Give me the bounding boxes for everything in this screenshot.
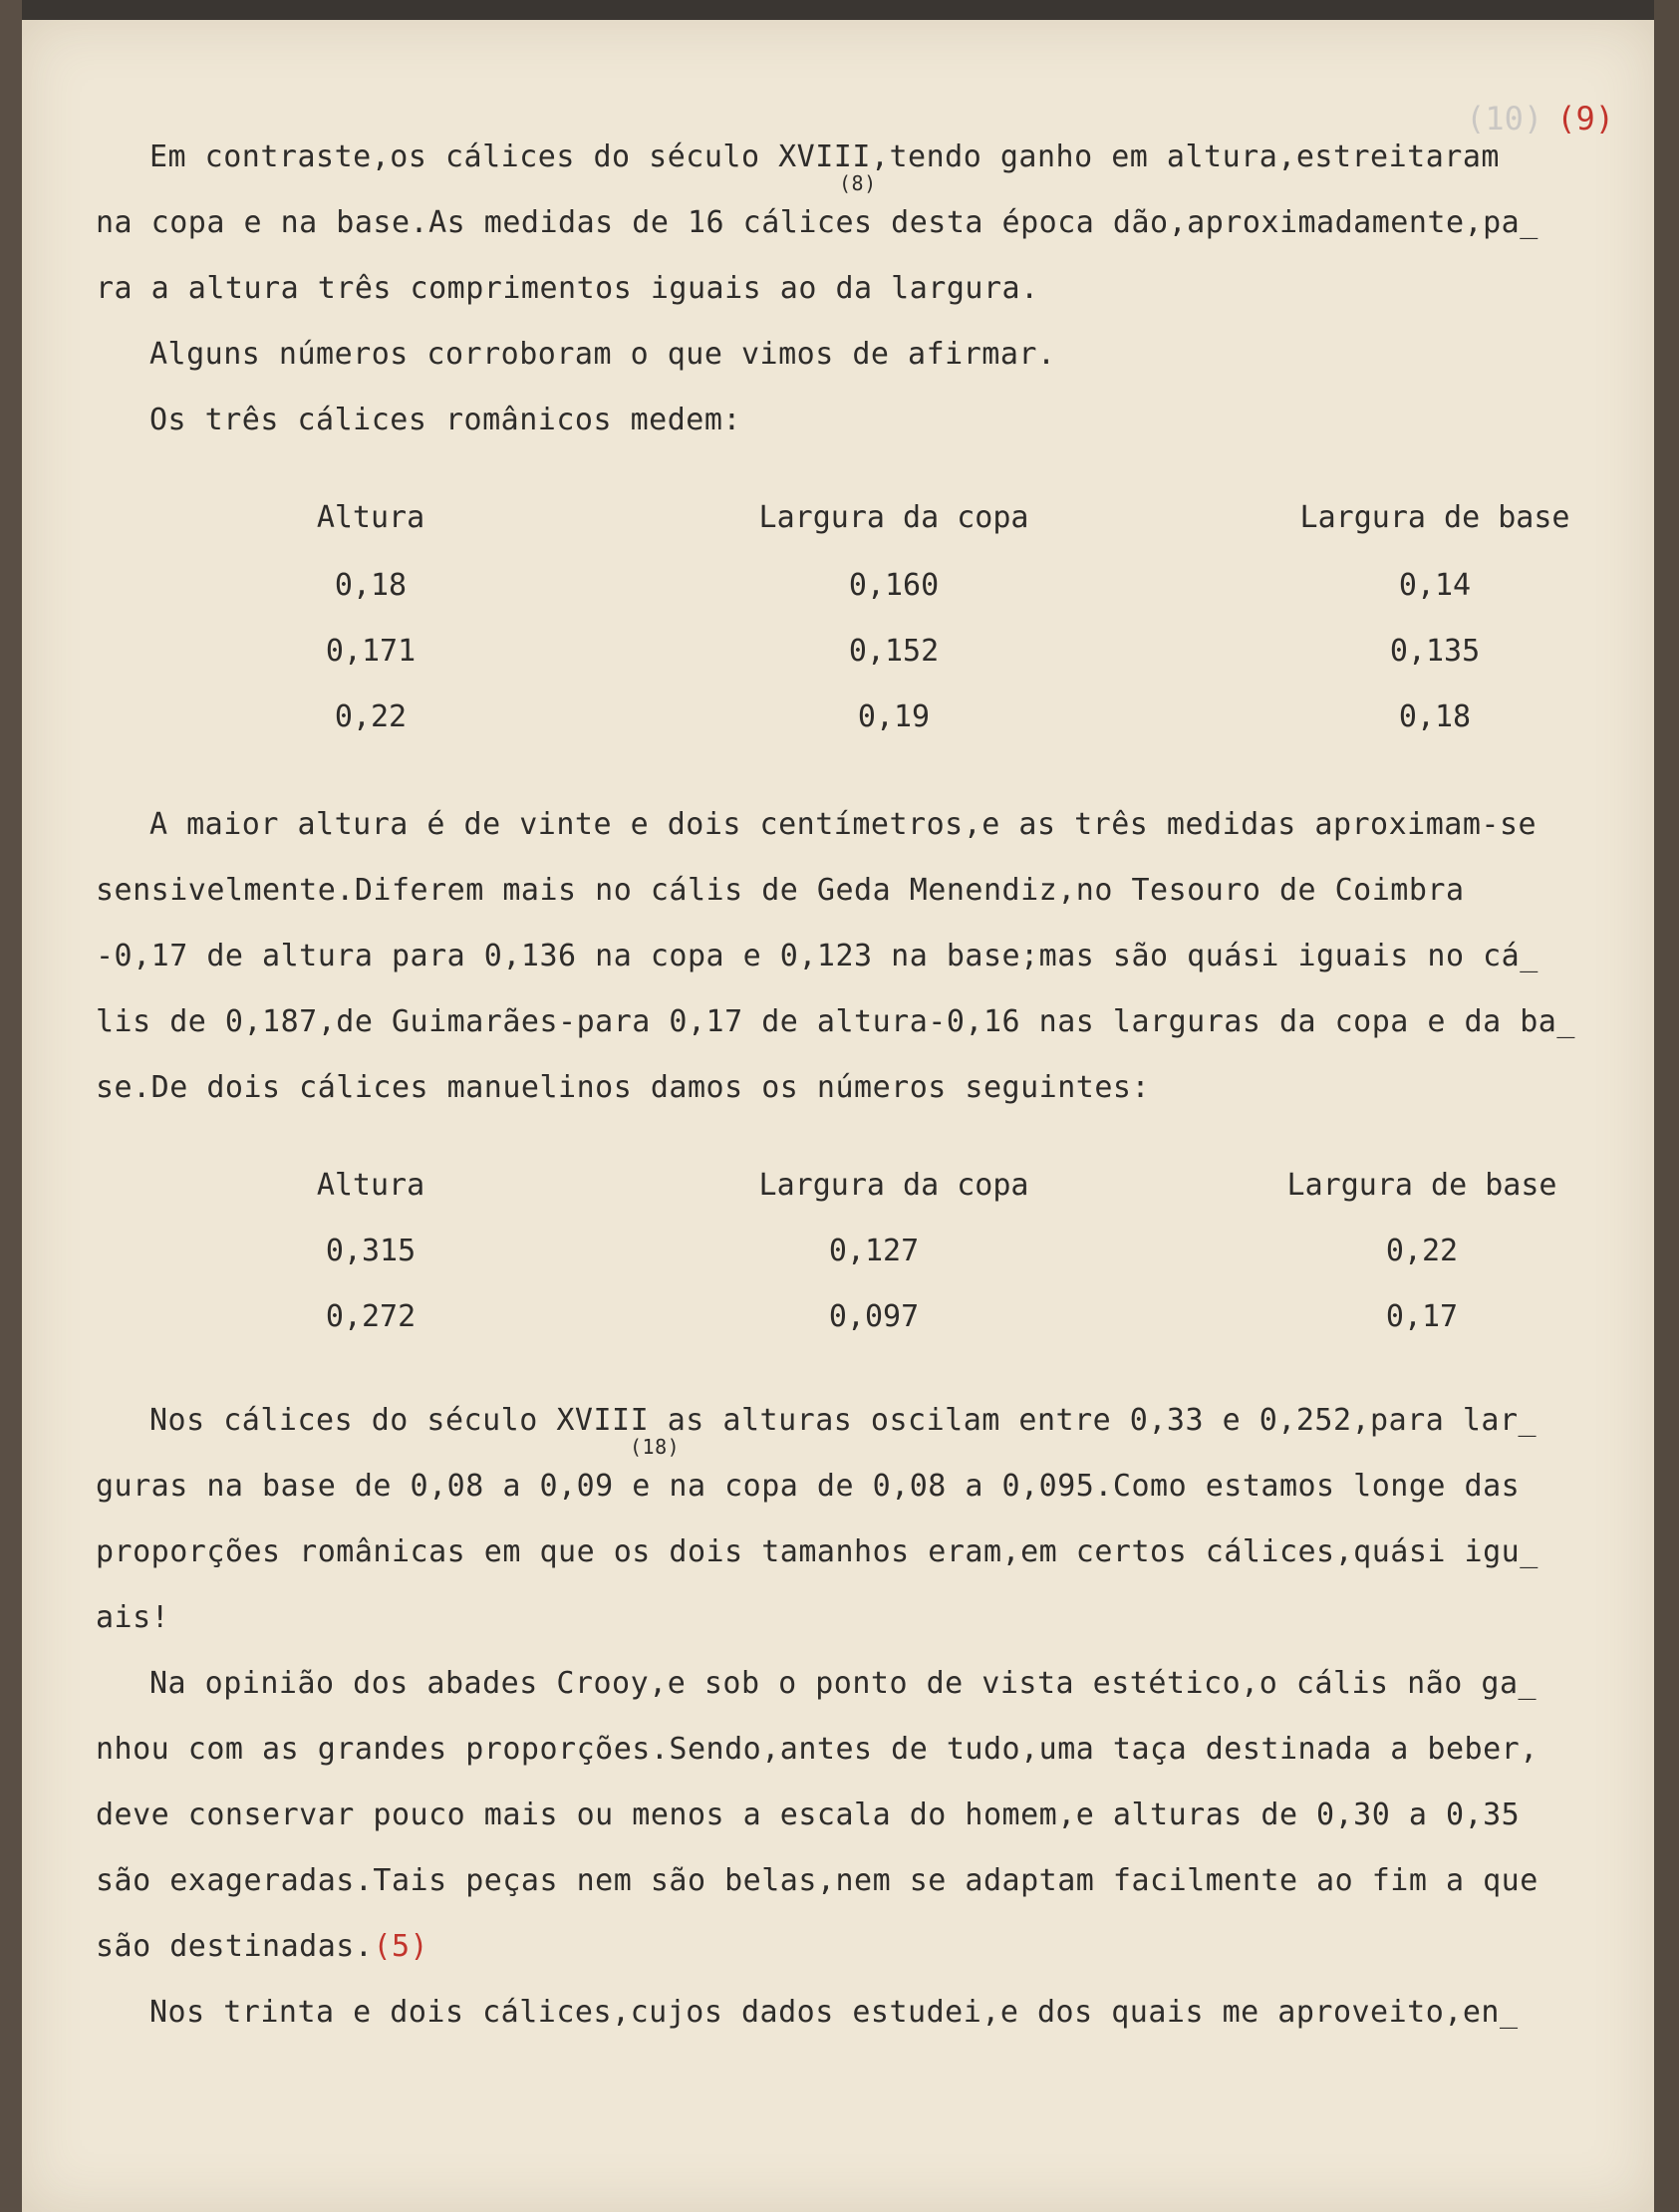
text-line: são exageradas.Tais peças nem são belas,nem se adaptam facilmente ao fim a que [96,1863,1539,1898]
page-edge-shadow [1654,0,1679,2212]
footnote-mark: (8) [839,171,877,195]
table-cell: 0,272 [325,1299,417,1334]
table-cell: 0,17 [1385,1299,1459,1334]
text-line: ra a altura três comprimentos iguais ao da largura. [96,271,1039,306]
table-cell: 0,171 [325,634,417,669]
table-cell: 0,152 [848,634,940,669]
col-header: Largura da copa [758,1168,1029,1203]
text-line: na copa e na base.As medidas de 16 cálices desta época dão,aproximadamente,pa_ [96,205,1539,240]
text-line: lis de 0,187,de Guimarães-para 0,17 de altura-0,16 nas larguras da copa e da ba_ [96,1004,1575,1039]
binding-shadow [0,0,22,2212]
text-line: guras na base de 0,08 a 0,09 e na copa de 0,08 a 0,095.Como estamos longe das [96,1469,1521,1504]
table-cell: 0,22 [334,699,408,734]
text-line: ais! [96,1600,170,1635]
col-header: Largura de base [1299,500,1570,535]
col-header: Largura da copa [758,500,1029,535]
col-header: Altura [316,1168,425,1203]
page-number-ghost: (10) [1466,100,1543,138]
text-line: Nos cálices do século XVIII as alturas oscilam entre 0,33 e 0,252,para lar_ [149,1403,1538,1438]
table-cell: 0,18 [1398,699,1472,734]
text-line: nhou com as grandes proporções.Sendo,antes de tudo,uma taça destinada a beber, [96,1732,1539,1767]
text-line: Os três cálices românicos medem: [149,403,741,437]
text-line: sensivelmente.Diferem mais no cális de Geda Menendiz,no Tesouro de Coimbra [96,873,1465,908]
text-fragment: são destinadas. [96,1929,374,1964]
page-number-current: (9) [1556,100,1614,138]
text-line: A maior altura é de vinte e dois centímetros,e as três medidas aproximam-se [149,807,1538,842]
text-line: proporções românicas em que os dois tamanhos eram,em certos cálices,quási igu_ [96,1534,1539,1569]
text-line: -0,17 de altura para 0,136 na copa e 0,123 na base;mas são quási iguais no cá_ [96,939,1539,973]
text-line: se.De dois cálices manuelinos damos os números seguintes: [96,1070,1151,1105]
text-line: Em contraste,os cálices do século XVIII,tendo ganho em altura,estreitaram [149,139,1500,174]
text-line: Na opinião dos abades Crooy,e sob o ponto de vista estético,o cális não ga_ [149,1666,1538,1701]
typewritten-page [22,20,1654,2212]
table-cell: 0,135 [1389,634,1481,669]
text-line: Alguns números corroboram o que vimos de afirmar. [149,337,1056,372]
table-cell: 0,315 [325,1234,417,1268]
table-cell: 0,18 [334,568,408,603]
text-line: deve conservar pouco mais ou menos a escala do homem,e alturas de 0,30 a 0,35 [96,1797,1521,1832]
table-cell: 0,127 [828,1234,920,1268]
table-cell: 0,097 [828,1299,920,1334]
footnote-ref: (5) [373,1929,429,1964]
text-line-with-note [96,1929,428,1964]
text-line: Nos trinta e dois cálices,cujos dados estudei,e dos quais me aproveito,en_ [149,1995,1519,2030]
col-header: Altura [316,500,425,535]
table-cell: 0,19 [857,699,931,734]
table-cell: 0,14 [1398,568,1472,603]
table-cell: 0,22 [1385,1234,1459,1268]
footnote-mark: (18) [630,1435,681,1459]
table-cell: 0,160 [848,568,940,603]
col-header: Largura de base [1286,1168,1557,1203]
